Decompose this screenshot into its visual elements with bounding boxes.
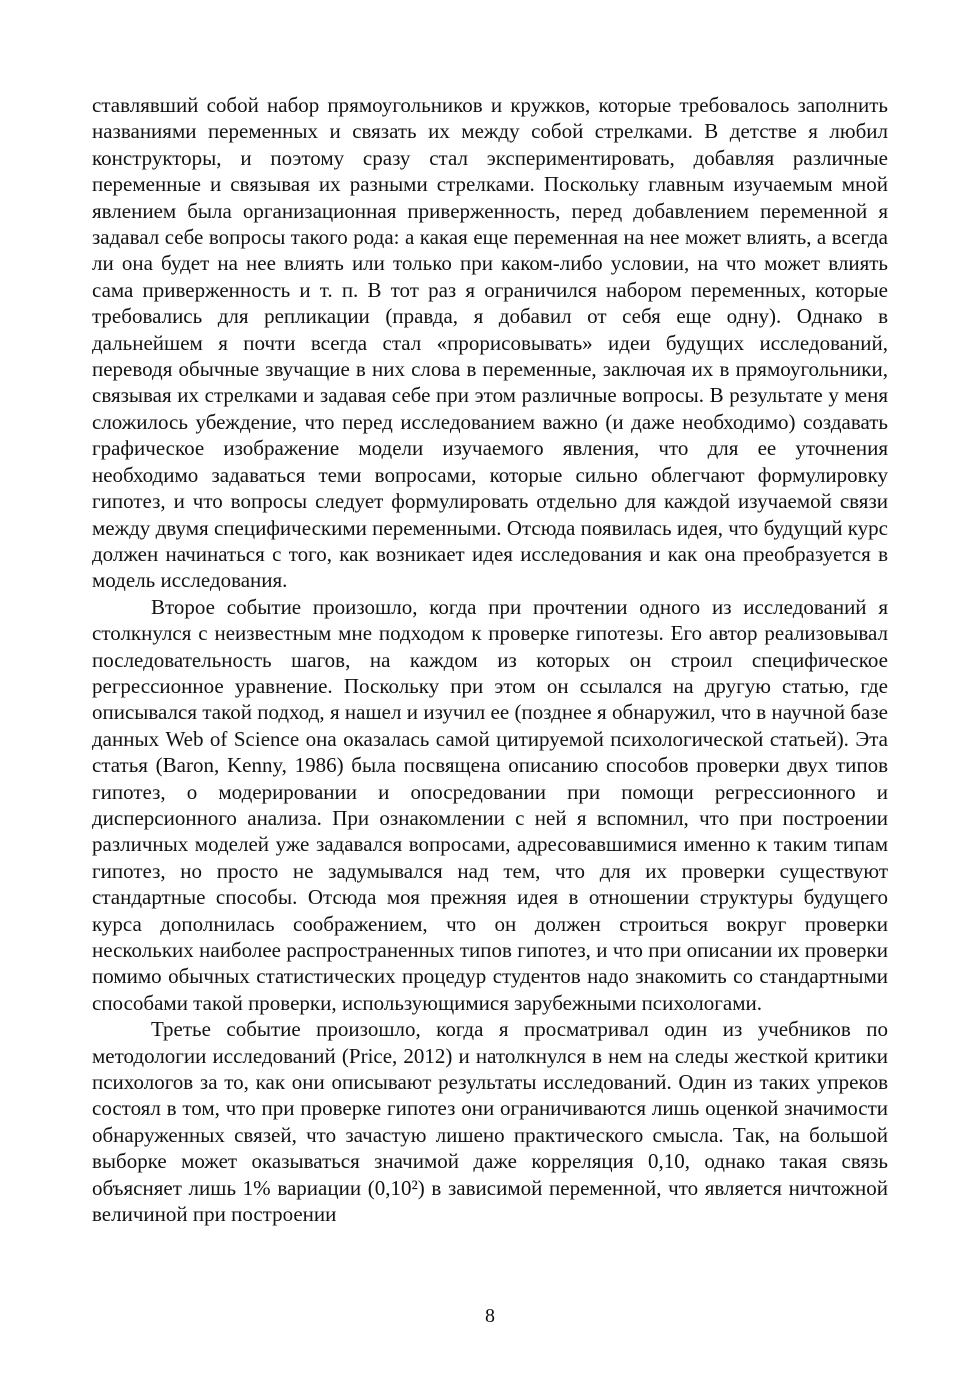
paragraph-2: Второе событие произошло, когда при прочтении одного из исследований я столкнулся с неизвестным мне подходом к проверке гипотезы. Его автор реализовывал последовательность шагов, на каждом из которых он строил специфическое регрессионное уравнение. Поскольку при этом он ссылался на другую статью, где описывался такой подход, я нашел и изучил ее (позднее я обнаружил, что в научной базе данных Web of Science она оказалась самой цитируемой психологической статьей). Эта статья (Baron, Kenny, 1986) была посвящена описанию способов проверки двух типов гипотез, о модерировании и опосредовании при помощи регрессионного и дисперсионного анализа. При ознакомлении с ней я вспомнил, что при построении различных моделей уже задавался вопросами, адресовавшимися именно к таким типам гипотез, но просто не задумывался над тем, что для их проверки существуют стандартные способы. Отсюда моя прежняя идея в отношении структуры будущего курса дополнилась соображением, что он должен строиться вокруг проверки нескольких наиболее распространенных типов гипотез, и что при описании их проверки помимо обычных статистических процедур студентов надо знакомить со стандартными способами такой проверки, использующимися зарубежными психологами. <box>92 594 888 1015</box>
page-number: 8 <box>485 1305 495 1327</box>
document-page <box>92 92 888 1227</box>
paragraph-1: ставлявший собой набор прямоугольников и кружков, которые требовалось заполнить названиями переменных и связать их между собой стрелками. В детстве я любил конструкторы, и поэтому сразу стал экспериментировать, добавляя различные переменные и связывая их разными стрелками. Поскольку главным изучаемым мной явлением была организационная приверженность, перед добавлением переменной я задавал себе вопросы такого рода: а какая еще переменная на нее может влиять, а всегда ли она будет на нее влиять или только при каком-либо условии, на что может влиять сама приверженность и т. п. В тот раз я ограничился набором переменных, которые требовались для репликации (правда, я добавил от себя еще одну). Однако в дальнейшем я почти всегда стал «прорисовывать» идеи будущих исследований, переводя обычные звучащие в них слова в переменные, заключая их в прямоугольники, связывая их стрелками и задавая себе при этом различные вопросы. В результате у меня сложилось убеждение, что перед исследованием важно (и даже необходимо) создавать графическое изображение модели изучаемого явления, что для ее уточнения необходимо задаваться теми вопросами, которые сильно облегчают формулировку гипотез, и что вопросы следует формулировать отдельно для каждой изучаемой связи между двумя специфическими переменными. Отсюда появилась идея, что будущий курс должен начинаться с того, как возникает идея исследования и как она преобразуется в модель исследования. <box>92 93 888 593</box>
paragraph-3: Третье событие произошло, когда я просматривал один из учебников по методологии исследований (Price, 2012) и натолкнулся в нем на следы жесткой критики психологов за то, как они описывают результаты исследований. Один из таких упреков состоял в том, что при проверке гипотез они ограничиваются лишь оценкой значимости обнаруженных связей, что зачастую лишено практического смысла. Так, на большой выборке может оказываться значимой даже корреляция 0,10, однако такая связь объясняет лишь 1% вариации (0,10²) в зависимой переменной, что является ничтожной величиной при построении <box>92 1017 888 1227</box>
